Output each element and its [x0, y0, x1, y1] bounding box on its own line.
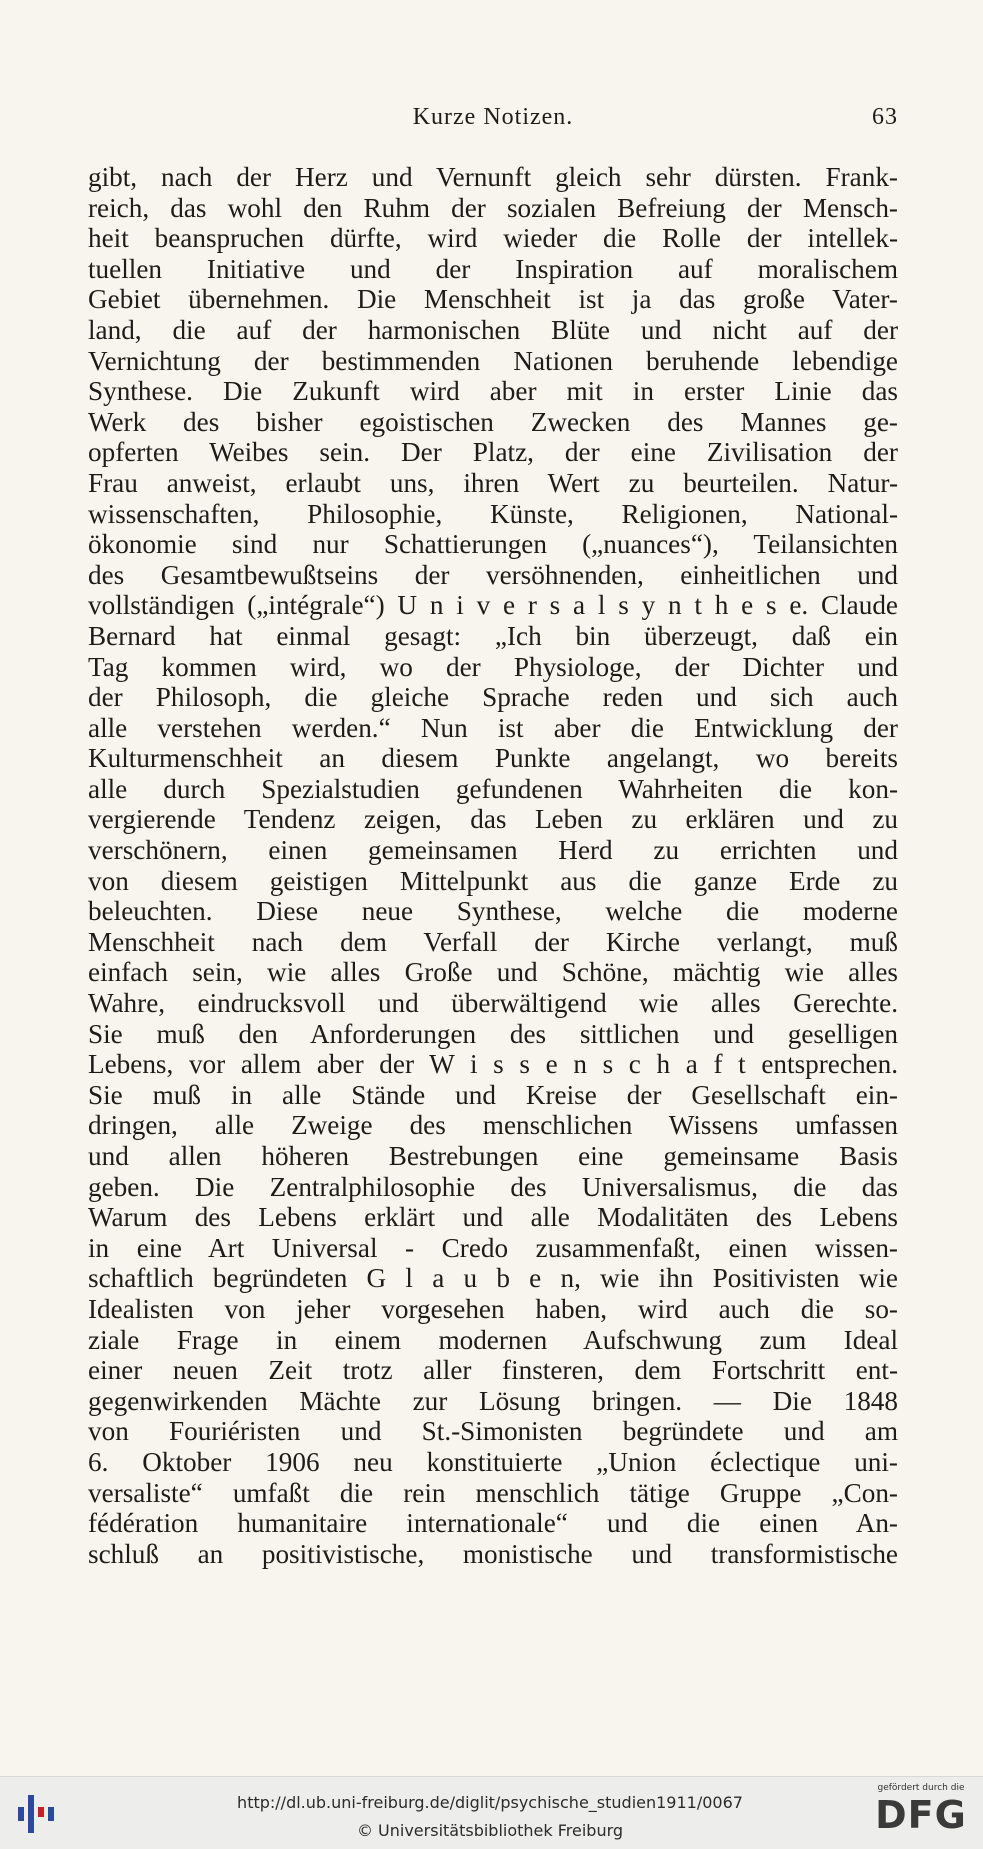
page-number: 63	[872, 104, 898, 130]
text-line: opferten Weibes sein. Der Platz, der eine Zivilisation der	[88, 437, 898, 468]
text-line: wissenschaften, Philosophie, Künste, Religionen, National-	[88, 498, 898, 529]
running-head	[88, 104, 898, 140]
text-line: Bernard hat einmal gesagt: „Ich bin überzeugt, daß ein	[88, 620, 898, 651]
text-line: Vernichtung der bestimmenden Nationen beruhende lebendige	[88, 345, 898, 376]
text-line: einer neuen Zeit trotz aller finsteren, dem Fortschritt ent-	[88, 1355, 898, 1386]
text-line: Idealisten von jeher vorgesehen haben, wird auch die so-	[88, 1293, 898, 1324]
text-line: Tag kommen wird, wo der Physiologe, der Dichter und	[88, 651, 898, 682]
text-line: Gebiet übernehmen. Die Menschheit ist ja das große Vater-	[88, 284, 898, 315]
text-line: heit beanspruchen dürfte, wird wieder die Rolle der intellek-	[88, 223, 898, 254]
text-line: Menschheit nach dem Verfall der Kirche verlangt, muß	[88, 926, 898, 957]
text-line: vergierende Tendenz zeigen, das Leben zu erklären und zu	[88, 804, 898, 835]
text-line: Wahre, eindrucksvoll und überwältigend wie alles Gerechte.	[88, 988, 898, 1019]
text-line: ziale Frage in einem modernen Aufschwung zum Ideal	[88, 1324, 898, 1355]
text-line: gegenwirkenden Mächte zur Lösung bringen. — Die 1848	[88, 1385, 898, 1416]
text-line: dringen, alle Zweige des menschlichen Wissens umfassen	[88, 1110, 898, 1141]
text-line: Synthese. Die Zukunft wird aber mit in erster Linie das	[88, 376, 898, 407]
copyright-notice: © Universitätsbibliothek Freiburg	[356, 1821, 624, 1840]
text-line: geben. Die Zentralphilosophie des Universalismus, die das	[88, 1171, 898, 1202]
text-line: gibt, nach der Herz und Vernunft gleich sehr dürsten. Frank-	[88, 162, 898, 192]
text-line: Sie muß in alle Stände und Kreise der Gesellschaft ein-	[88, 1079, 898, 1110]
text-line: fédération humanitaire internationale“ und die einen An-	[88, 1508, 898, 1539]
text-line: von diesem geistigen Mittelpunkt aus die ganze Erde zu	[88, 865, 898, 896]
text-line: Lebens, vor allem aber der W i s s e n s c h a f t entsprechen.	[88, 1049, 898, 1080]
dfg-funding-note: gefördert durch die	[877, 1783, 965, 1793]
text-line: land, die auf der harmonischen Blüte und nicht auf der	[88, 314, 898, 345]
text-line: verschönern, einen gemeinsamen Herd zu errichten und	[88, 835, 898, 866]
dfg-logo	[873, 1781, 969, 1845]
text-line: beleuchten. Diese neue Synthese, welche die moderne	[88, 896, 898, 927]
text-line: 6. Oktober 1906 neu konstituierte „Union éclectique uni-	[88, 1446, 898, 1477]
text-line: versaliste“ umfaßt die rein menschlich tätige Gruppe „Con-	[88, 1477, 898, 1508]
text-line: schluß an positivistische, monistische und transformistische	[88, 1538, 898, 1569]
text-line: reich, das wohl den Ruhm der sozialen Befreiung der Mensch-	[88, 192, 898, 223]
text-line: alle verstehen werden.“ Nun ist aber die Entwicklung der	[88, 712, 898, 743]
text-line: der Philosoph, die gleiche Sprache reden und sich auch	[88, 682, 898, 713]
text-line: des Gesamtbewußtseins der versöhnenden, einheitlichen und	[88, 559, 898, 590]
text-line: Kulturmenschheit an diesem Punkte angelangt, wo bereits	[88, 743, 898, 774]
text-line: von Fouriéristen und St.-Simonisten begründete und am	[88, 1416, 898, 1447]
text-line: und allen höheren Bestrebungen eine gemeinsame Basis	[88, 1141, 898, 1171]
text-line: einfach sein, wie alles Große und Schöne, mächtig wie alles	[88, 957, 898, 988]
footer-bar	[0, 1776, 983, 1849]
text-line: Werk des bisher egoistischen Zwecken des Mannes ge-	[88, 406, 898, 437]
dfg-logo-text: DFG	[875, 1793, 967, 1837]
text-line: tuellen Initiative und der Inspiration auf moralischem	[88, 253, 898, 284]
body-text	[88, 162, 898, 1569]
text-line: Frau anweist, erlaubt uns, ihren Wert zu beurteilen. Natur-	[88, 467, 898, 498]
running-head-title: Kurze Notizen.	[412, 104, 574, 130]
text-line: in eine Art Universal - Credo zusammenfaßt, einen wissen-	[88, 1232, 898, 1263]
text-line: Sie muß den Anforderungen des sittlichen und geselligen	[88, 1018, 898, 1049]
text-line: schaftlich begründeten G l a u b e n, wie ihn Positivisten wie	[88, 1263, 898, 1294]
text-line: alle durch Spezialstudien gefundenen Wahrheiten die kon-	[88, 773, 898, 804]
source-url[interactable]: http://dl.ub.uni-freiburg.de/diglit/psychische_studien1911/0067	[237, 1793, 743, 1812]
text-line: Warum des Lebens erklärt und alle Modalitäten des Lebens	[88, 1202, 898, 1233]
library-logo-icon	[14, 1789, 64, 1839]
text-line: ökonomie sind nur Schattierungen („nuances“), Teilansichten	[88, 529, 898, 560]
text-line: vollständigen („intégrale“) U n i v e r s a l s y n t h e s e. Claude	[88, 590, 898, 621]
